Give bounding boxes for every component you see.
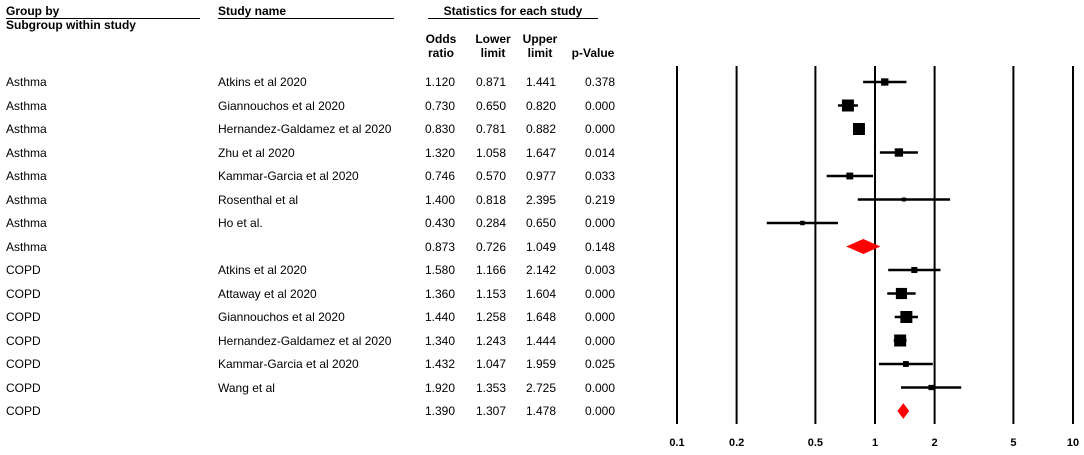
x-tick-label: 10 [1066, 437, 1080, 449]
row-group: Asthma [6, 122, 47, 136]
point-estimate [903, 361, 909, 367]
row-lower-limit: 1.243 [475, 333, 506, 348]
row-odds-ratio: 0.430 [424, 216, 455, 230]
point-estimate [800, 221, 804, 225]
row-p-value: 0.000 [584, 333, 615, 348]
row-study-name: Wang et al [218, 380, 275, 395]
row-p-value: 0.000 [584, 380, 615, 395]
row-study-name: Giannouchos et al 2020 [218, 310, 345, 324]
row-study-name: Zhu et al 2020 [218, 145, 295, 160]
row-lower-limit: 1.307 [475, 404, 506, 418]
row-upper-limit: 2.725 [525, 380, 556, 395]
x-tick-label: 0.2 [728, 437, 745, 449]
row-study-name: Ho et al. [218, 216, 263, 230]
row-lower-limit: 1.258 [475, 310, 506, 324]
row-odds-ratio: 1.580 [424, 263, 455, 277]
row-p-value: 0.014 [584, 145, 615, 160]
row-upper-limit: 1.444 [525, 333, 556, 348]
row-lower-limit: 0.871 [475, 75, 506, 89]
x-tick-label: 0.1 [669, 437, 685, 449]
p-value-header: p-Value [571, 46, 615, 60]
row-lower-limit: 1.353 [475, 380, 506, 395]
point-estimate [842, 100, 854, 112]
row-group: COPD [6, 263, 41, 277]
point-estimate [894, 335, 906, 347]
point-estimate [911, 267, 917, 273]
row-study-name: Kammar-Garcia et al 2020 [218, 169, 359, 183]
row-study-name: Giannouchos et al 2020 [218, 98, 345, 113]
row-odds-ratio: 1.920 [424, 380, 455, 395]
row-upper-limit: 0.650 [525, 216, 556, 230]
row-odds-ratio: 0.830 [424, 122, 455, 136]
row-odds-ratio: 1.360 [424, 286, 455, 301]
row-odds-ratio: 1.432 [424, 357, 455, 371]
row-study-name: Hernandez-Galdamez et al 2020 [218, 122, 392, 136]
row-p-value: 0.000 [584, 404, 615, 418]
row-p-value: 0.000 [584, 122, 615, 136]
row-lower-limit: 0.650 [475, 98, 506, 113]
point-estimate [900, 311, 912, 323]
row-group: COPD [6, 404, 41, 418]
point-estimate [895, 148, 903, 156]
row-upper-limit: 1.478 [525, 404, 556, 418]
row-p-value: 0.000 [584, 310, 615, 324]
statistics-header: Statistics for each study [443, 4, 583, 18]
row-group: COPD [6, 357, 41, 371]
row-p-value: 0.000 [584, 286, 615, 301]
x-tick-label: 0.5 [807, 437, 824, 449]
row-group: COPD [6, 310, 41, 324]
row-group: Asthma [6, 145, 47, 160]
x-tick-label: 5 [1010, 437, 1017, 449]
row-study-name: Atkins et al 2020 [218, 263, 307, 277]
row-odds-ratio: 1.390 [424, 404, 455, 418]
row-p-value: 0.000 [584, 98, 615, 113]
x-tick-label: 1 [871, 437, 879, 449]
row-study-name: Atkins et al 2020 [218, 75, 307, 89]
row-odds-ratio: 0.730 [424, 98, 455, 113]
point-estimate [853, 123, 865, 135]
row-group: Asthma [6, 216, 47, 230]
point-estimate [902, 198, 906, 202]
row-p-value: 0.000 [584, 216, 615, 230]
upper-limit-header-line2: limit [527, 46, 553, 60]
row-upper-limit: 1.604 [525, 286, 556, 301]
row-lower-limit: 0.818 [475, 192, 506, 207]
row-group: COPD [6, 380, 41, 395]
row-odds-ratio: 1.440 [424, 310, 455, 324]
row-upper-limit: 1.647 [525, 145, 556, 160]
row-upper-limit: 0.977 [525, 169, 556, 183]
row-group: Asthma [6, 239, 47, 254]
point-estimate [881, 78, 888, 85]
row-upper-limit: 2.395 [525, 192, 556, 207]
row-odds-ratio: 1.120 [424, 75, 455, 89]
upper-limit-header-line1: Upper [522, 32, 558, 46]
row-p-value: 0.219 [584, 192, 615, 207]
row-study-name: Rosenthal et al [218, 192, 299, 207]
row-upper-limit: 1.648 [525, 310, 556, 324]
row-odds-ratio: 0.746 [424, 169, 455, 183]
row-upper-limit: 0.820 [525, 98, 556, 113]
row-lower-limit: 0.726 [475, 239, 506, 254]
lower-limit-header-line2: limit [480, 46, 506, 60]
row-study-name: Attaway et al 2020 [218, 286, 317, 301]
row-study-name: Hernandez-Galdamez et al 2020 [218, 333, 392, 348]
row-group: Asthma [6, 98, 47, 113]
row-lower-limit: 1.153 [475, 286, 506, 301]
point-estimate [846, 173, 853, 180]
odds-ratio-header-line1: Odds [425, 32, 457, 46]
row-odds-ratio: 0.873 [424, 239, 455, 254]
row-upper-limit: 1.049 [525, 239, 556, 254]
row-group: COPD [6, 286, 41, 301]
row-lower-limit: 0.781 [475, 122, 506, 136]
row-lower-limit: 0.570 [475, 169, 506, 183]
odds-ratio-header-line2: ratio [427, 46, 454, 60]
row-odds-ratio: 1.320 [424, 145, 455, 160]
row-upper-limit: 1.959 [525, 357, 556, 371]
row-group: Asthma [6, 192, 47, 207]
row-lower-limit: 1.047 [475, 357, 506, 371]
row-p-value: 0.148 [584, 239, 615, 254]
row-p-value: 0.003 [584, 263, 615, 277]
row-upper-limit: 0.882 [525, 122, 556, 136]
row-odds-ratio: 1.340 [424, 333, 455, 348]
row-group: Asthma [6, 169, 47, 183]
group-by-header: Group by [6, 4, 60, 18]
point-estimate [896, 288, 907, 299]
row-lower-limit: 1.166 [475, 263, 506, 277]
x-tick-label: 2 [931, 437, 938, 449]
lower-limit-header-line1: Lower [475, 32, 511, 46]
point-estimate [928, 385, 933, 390]
row-p-value: 0.025 [584, 357, 615, 371]
row-p-value: 0.033 [584, 169, 615, 183]
row-p-value: 0.378 [584, 75, 615, 89]
row-group: Asthma [6, 75, 47, 89]
subgroup-header: Subgroup within study [6, 18, 136, 32]
study-name-header: Study name [218, 4, 287, 18]
row-lower-limit: 0.284 [475, 216, 506, 230]
row-study-name: Kammar-Garcia et al 2020 [218, 357, 359, 371]
row-odds-ratio: 1.400 [424, 192, 455, 207]
row-upper-limit: 1.441 [525, 75, 556, 89]
row-lower-limit: 1.058 [475, 145, 506, 160]
summary-diamond [898, 404, 909, 418]
row-group: COPD [6, 333, 41, 348]
row-upper-limit: 2.142 [525, 263, 556, 277]
